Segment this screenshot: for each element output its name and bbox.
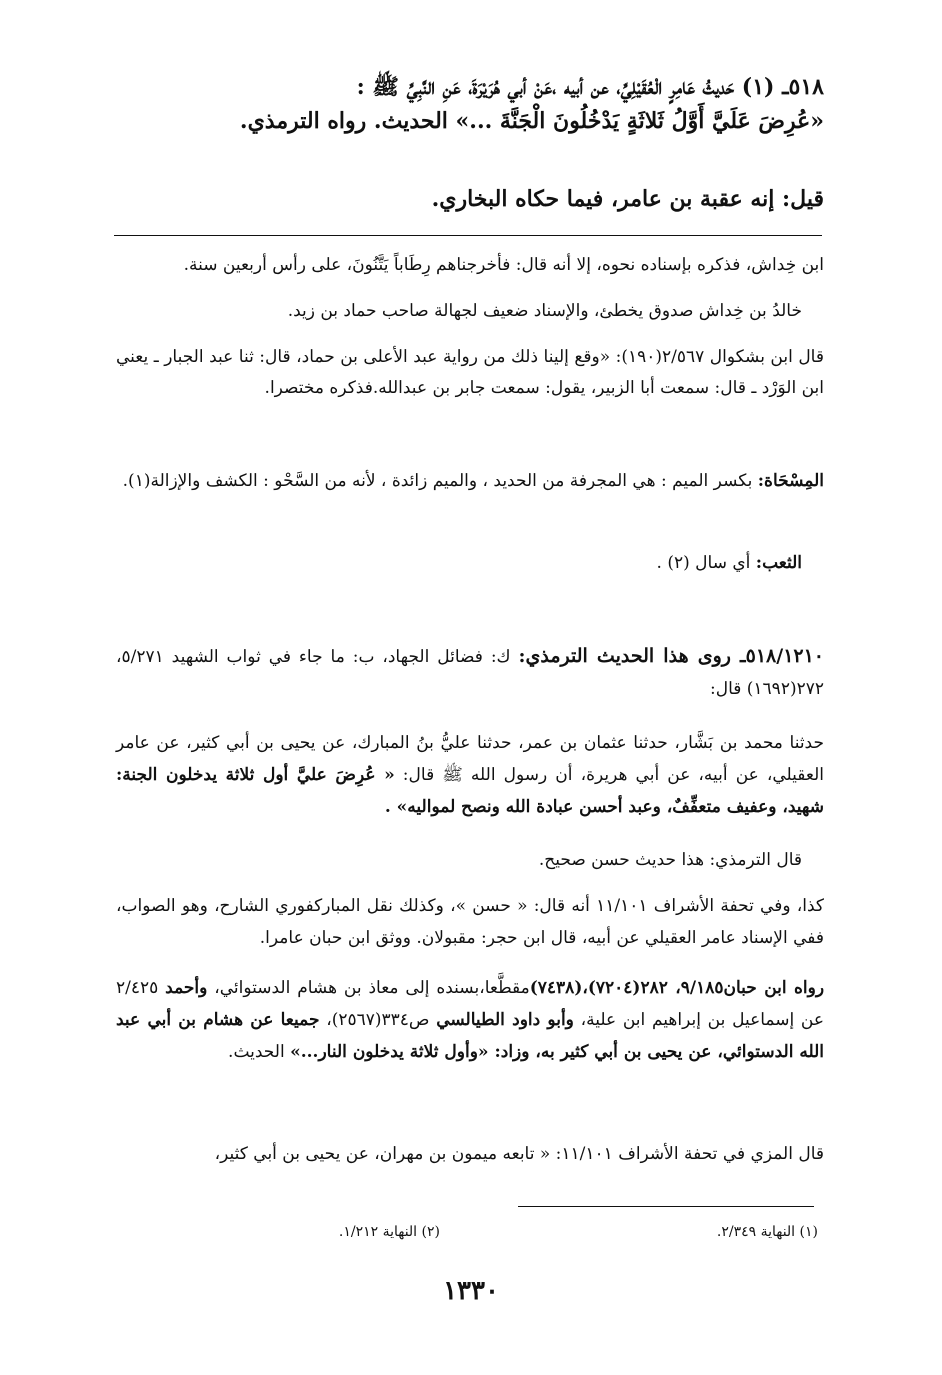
section-divider-top bbox=[114, 235, 822, 236]
source-text: ص٣٣٤(٢٥٦٧)، bbox=[319, 1010, 437, 1030]
isnad-text: حدثنا محمد بن بَشَّار، حدثنا عثمان بن عمر، حدثنا عليُّ بنُ المبارك، عن يحيى بن أبي كثير، عن عامر العقيلي، عن أبيه، عن أبي هريرة، أن رسول الله ﷺ قال: bbox=[116, 733, 824, 785]
takhrij-para-4: كذا، وفي تحفة الأشراف ١١/١٠١ أنه قال: « حسن »، وكذلك نقل المباركفوري الشارح، وهو الصواب، ففي الإسناد عامر العقيلي عن أبيه، قال ابن حجر: مقبولان. ووثق ابن حبان عامرا. bbox=[116, 896, 825, 948]
hadith-line-2: «عُرِضَ عَلَيَّ أَوَّلُ ثَلاثَةٍ يَدْخُلُونَ الْجَنَّةَ ...» الحديث. رواه الترمذي. bbox=[239, 108, 824, 134]
hadith-line-1: ٥١٨ـ (١) حَديثُ عَامِرٍ الْعُقَيْلِيِّ، عن أبيه ،عَنْ أبي هُرَيْرَةَ، عَنِ النَّبِيِّ ﷺ : bbox=[356, 74, 824, 100]
takhrij-para-5 bbox=[116, 972, 824, 1068]
commentary-line-2: خالدُ بن خِداش صدوق يخطئ، والإسناد ضعيف لجهالة صاحب حماد بن زيد. bbox=[287, 301, 802, 321]
definition-text: أي سال (٢) . bbox=[656, 553, 756, 573]
takhrij-para-2 bbox=[116, 727, 824, 823]
footnote-2: (٢) النهاية ١/٢١٢. bbox=[338, 1224, 440, 1240]
source-ahmad: وأحمد bbox=[165, 978, 208, 998]
takhrij-para-3: قال الترمذي: هذا حديث حسن صحيح. bbox=[538, 850, 802, 870]
source-tayalisi: وأبو داود الطيالسي bbox=[436, 1010, 574, 1030]
footnote-1: (١) النهاية ٢/٣٤٩. bbox=[716, 1224, 818, 1240]
takhrij-source: ك: فضائل الجهاد، ب: ما جاء في ثواب الشهيد ٥/٢٧١، ٢٧٢(١٦٩٢) قال: bbox=[116, 647, 824, 699]
source-text: ٢/٤٢٥ عن إسماعيل بن إبراهيم ابن علية، bbox=[116, 978, 825, 1030]
definition-term: الثعب: bbox=[755, 553, 802, 573]
page-number: ١٣٣٠ bbox=[443, 1276, 499, 1306]
source-summary: جميعا عن هشام بن أبي عبد الله الدستوائي، عن يحيى بن أبي كثير به، وزاد: «وأول ثلاثة يدخلون النار...» bbox=[116, 1010, 824, 1062]
definition-text: بكسر الميم : هي المجرفة من الحديد ، والميم زائدة ، لأنه من السَّحْو : الكشف والإزالة(١). bbox=[122, 471, 758, 491]
definition-term: المِسْحَاة: bbox=[757, 471, 824, 491]
qila-note: قيل: إنه عقبة بن عامر، فيما حكاه البخاري. bbox=[431, 186, 824, 212]
footnote-divider bbox=[518, 1206, 814, 1207]
source-text: الحديث. bbox=[228, 1042, 291, 1062]
commentary-definition-thaab bbox=[116, 548, 802, 579]
source-ibn-hibban: رواه ابن حبان٩/١٨٥، ٢٨٢(٧٢٠٤)،(٧٤٣٨) bbox=[529, 978, 825, 998]
hadith-matn: « عُرِضَ عليَّ أول ثلاثة يدخلون الجنة: شهيد، وعفيف متعفِّفٌ، وعبد أحسن عبادة الله ونصح لمواليه» . bbox=[116, 765, 824, 817]
takhrij-para-6: قال المزي في تحفة الأشراف ١١/١٠١: « تابعه ميمون بن مهران، عن يحيى بن أبي كثير، bbox=[214, 1144, 824, 1164]
commentary-definition-mishaah bbox=[116, 466, 824, 497]
commentary-line-1: ابن خِداش، فذكره بإسناده نحوه، إلا أنه قال: فأخرجناهم رِطَاباً يَتَّنُونَ، على رأس أربعين سنة. bbox=[183, 255, 824, 275]
source-text: مقطَّعا،بسنده إلى معاذ بن هشام الدستوائي، bbox=[207, 978, 530, 998]
takhrij-heading: ٥١٨/١٢١٠ـ روى هذا الحديث الترمذي: bbox=[518, 645, 825, 667]
takhrij-para-1 bbox=[116, 640, 824, 705]
hadith-heading bbox=[116, 70, 824, 138]
commentary-para-3: قال ابن بشكوال ٢/٥٦٧(١٩٠): «وقع إلينا ذلك من رواية عبد الأعلى بن حماد، قال: ثنا عبد الجبار ـ يعني ابن الوَرْد ـ قال: سمعت أبا الزبير، يقول: سمعت جابر بن عبدالله.فذكره مختصرا. bbox=[116, 347, 824, 398]
